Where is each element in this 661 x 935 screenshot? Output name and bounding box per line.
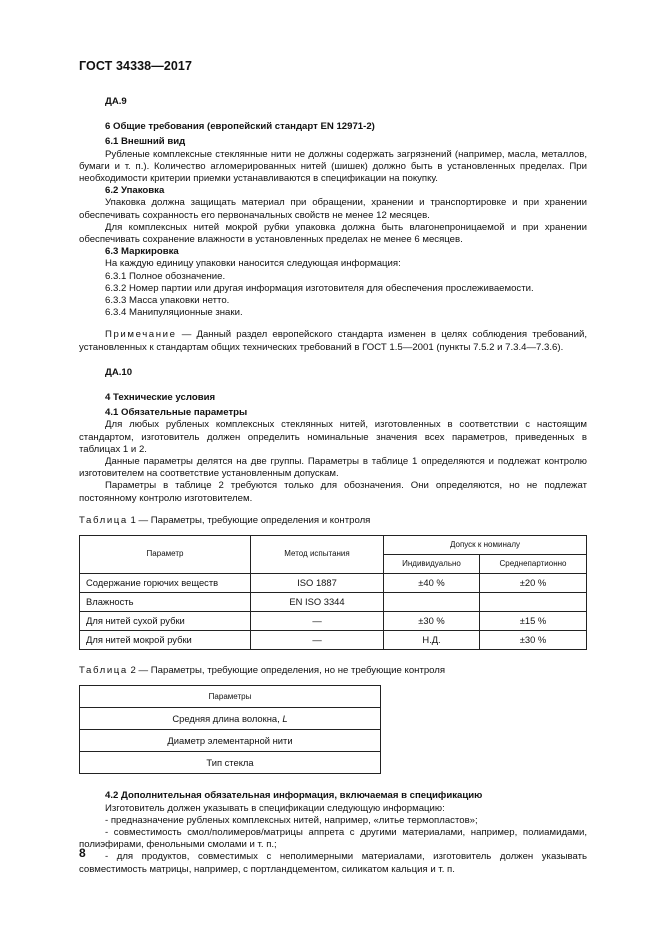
table-row xyxy=(80,752,381,774)
s63-item: 6.3.4 Манипуляционные знаки. xyxy=(105,307,243,319)
table2-row1-symbol: L xyxy=(282,712,288,724)
table1-cell-param: Влажность xyxy=(80,593,251,612)
table2-cell xyxy=(80,708,381,730)
table-row xyxy=(80,612,587,631)
s42-title: 4.2 Дополнительная обязательная информация, включаемая в спецификацию xyxy=(105,790,483,802)
table-2 xyxy=(79,685,381,774)
s41-paragraph-3: Параметры в таблице 2 требуются только для обозначения. Они определяются, но не подлежат постоянному контролю изготовителем. xyxy=(79,480,587,504)
table1-cell-param: Содержание горючих веществ xyxy=(80,574,251,593)
s41-title: 4.1 Обязательные параметры xyxy=(105,407,248,419)
s61-title: 6.1 Внешний вид xyxy=(105,136,186,148)
table-row xyxy=(80,574,587,593)
s42-item: - для продуктов, совместимых с неполимерными материалами, изготовитель должен указывать совместимость матрицы, например, с портландцементом, силикатом кальция и т. п. xyxy=(79,851,587,875)
table1-caption-text: 1 — Параметры, требующие определения и контроля xyxy=(127,514,371,526)
s42-item: - предназначение рубленых комплексных нитей, например, «литье термопластов»; xyxy=(105,814,478,826)
table2-head: Параметры xyxy=(80,686,381,708)
table1-cell-method: — xyxy=(251,631,384,650)
table1-cell-lot: ±15 % xyxy=(480,612,587,631)
table1-cell-param: Для нитей сухой рубки xyxy=(80,612,251,631)
s63-title: 6.3 Маркировка xyxy=(105,246,179,258)
s42-intro: Изготовитель должен указывать в спецификации следующую информацию: xyxy=(105,802,445,814)
table1-cell-method: — xyxy=(251,612,384,631)
da10-section-title: 4 Технические условия xyxy=(105,392,216,404)
table-row xyxy=(80,708,381,730)
table2-caption-label: Таблица xyxy=(79,665,128,677)
table1-cell-individual: ±40 % xyxy=(384,574,480,593)
da9-note xyxy=(79,329,587,353)
table1-head-tolerance: Допуск к номиналу xyxy=(384,536,587,555)
table1-cell-individual xyxy=(384,593,480,612)
s62-paragraph-1: Упаковка должна защищать материал при обращении, хранении и транспортировке и при хранении обеспечивать сохранность его первоначальных свойств не менее 12 месяцев. xyxy=(79,197,587,221)
document-header: ГОСТ 34338—2017 xyxy=(79,59,193,73)
table2-row1-text: Средняя длина волокна, xyxy=(172,712,283,724)
da10-label: ДА.10 xyxy=(105,366,133,378)
table2-cell: Диаметр элементарной нити xyxy=(80,730,381,752)
table1-cell-individual: ±30 % xyxy=(384,612,480,631)
da9-label: ДА.9 xyxy=(105,96,127,107)
s42-item: - совместимость смол/полимеров/матрицы аппрета с другими материалами, например, полиамидами, полиэфирами, фенольными смолами и т. п.; xyxy=(79,826,587,851)
s41-paragraph-1: Для любых рубленых комплексных стеклянных нитей, изготовленных в соответствии с настоящим стандартом, изготовитель должен определить номинальные значения всех параметров, приведенных в таблицах 1 и 2. xyxy=(79,419,587,455)
s62-title: 6.2 Упаковка xyxy=(105,185,165,197)
table-row xyxy=(80,593,587,612)
s41-paragraph-2: Данные параметры делятся на две группы. Параметры в таблице 1 определяются и подлежат контролю изготовителем на соответствие установленным допускам. xyxy=(79,456,587,480)
s61-text: Рубленые комплексные стеклянные нити не должны содержать загрязнений (например, масла, металлов, бумаги и т. п.). Количество агломерированных нитей (шишек) должно быть в установленных пределах. При необходимости критерии приемки устанавливаются в спецификации на покупку. xyxy=(79,148,587,185)
da9-section-title: 6 Общие требования (европейский стандарт EN 12971-2) xyxy=(105,121,375,133)
table-row xyxy=(80,631,587,650)
table1-cell-method: EN ISO 3344 xyxy=(251,593,384,612)
table1-cell-lot: ±30 % xyxy=(480,631,587,650)
table1-cell-lot xyxy=(480,593,587,612)
note-label: Примечание xyxy=(105,329,177,341)
s63-intro: На каждую единицу упаковки наносится следующая информация: xyxy=(105,258,401,270)
table1-cell-method: ISO 1887 xyxy=(251,574,384,593)
page-number: 8 xyxy=(79,846,86,860)
table1-cell-lot: ±20 % xyxy=(480,574,587,593)
s62-paragraph-2: Для комплексных нитей мокрой рубки упаковка должна быть влагонепроницаемой и при хранении обеспечивать сохранение влажности в установленных пределах не менее 6 месяцев. xyxy=(79,221,587,246)
table2-caption-text: 2 — Параметры, требующие определения, но не требующие контроля xyxy=(127,665,446,677)
table1-caption xyxy=(79,515,587,527)
table1-cell-individual: Н.Д. xyxy=(384,631,480,650)
table1-head-individual: Индивидуально xyxy=(384,555,480,574)
s63-item: 6.3.3 Масса упаковки нетто. xyxy=(105,295,230,307)
table1-head-method: Метод испытания xyxy=(251,536,384,574)
table2-caption xyxy=(79,665,587,677)
table1-head-param: Параметр xyxy=(80,536,251,574)
s63-item: 6.3.1 Полное обозначение. xyxy=(105,270,226,282)
note-text: — Данный раздел европейского стандарта изменен в целях соблюдения требований, установленных к стандартам общих технических требований в ГОСТ 1.5—2001 (пункты 7.5.2 и 7.3.4—7.3.6). xyxy=(79,329,587,353)
table-1 xyxy=(79,535,587,650)
table2-cell: Тип стекла xyxy=(80,752,381,774)
table-row xyxy=(80,730,381,752)
table1-caption-label: Таблица xyxy=(79,514,128,526)
table1-cell-param: Для нитей мокрой рубки xyxy=(80,631,251,650)
s63-item: 6.3.2 Номер партии или другая информация изготовителя для обеспечения прослеживаемости. xyxy=(105,282,534,294)
document-body xyxy=(79,90,587,876)
table1-head-lot: Среднепартионно xyxy=(480,555,587,574)
